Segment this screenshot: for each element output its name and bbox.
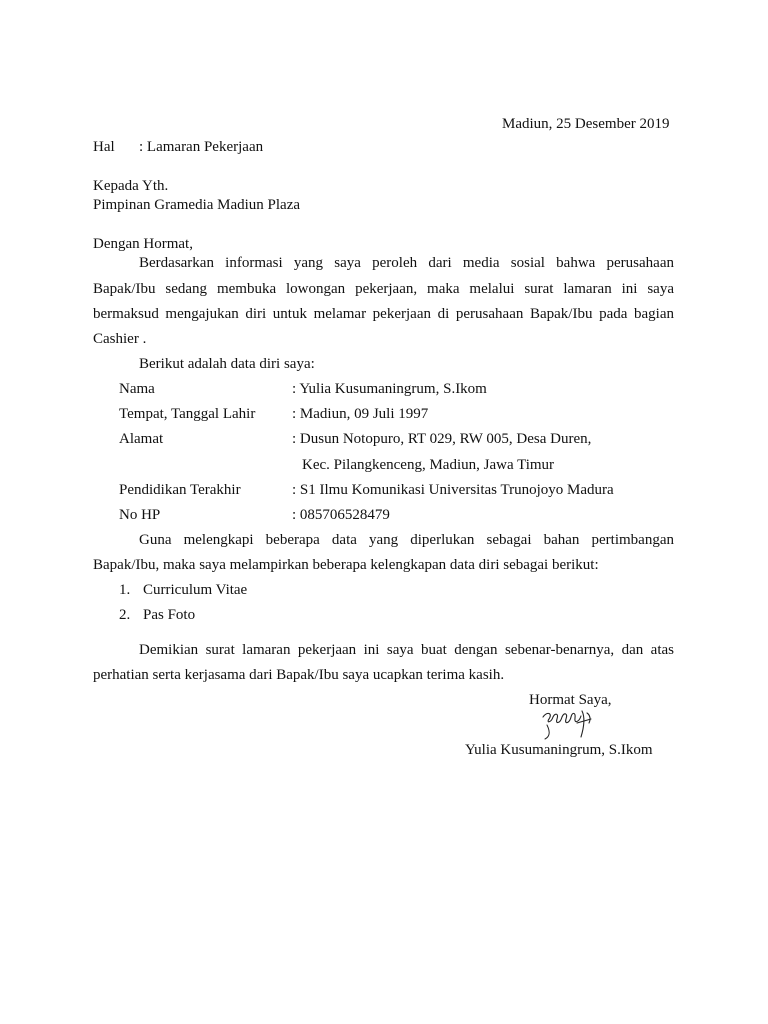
subject-value: : Lamaran Pekerjaan [139, 139, 264, 155]
list-number: 2. [119, 607, 131, 623]
salutation: Dengan Hormat, [93, 236, 193, 252]
data-label: Tempat, Tanggal Lahir [119, 406, 256, 422]
list-item: Pas Foto [143, 607, 196, 623]
intro-line: Berdasarkan informasi yang saya peroleh dari media sosial bahwa perusahaan [139, 255, 674, 271]
data-value: : Yulia Kusumaningrum, S.Ikom [292, 381, 487, 397]
list-item: Curriculum Vitae [143, 582, 248, 598]
data-value: : Dusun Notopuro, RT 029, RW 005, Desa Duren, [292, 431, 592, 447]
intro-line: Bapak/Ibu sedang membuka lowongan pekerjaan, maka melalui surat lamaran ini saya [93, 281, 674, 297]
handwritten-signature [537, 703, 597, 743]
list-number: 1. [119, 582, 131, 598]
data-value: : 085706528479 [292, 507, 390, 523]
closing-line: Demikian surat lamaran pekerjaan ini saya buat dengan sebenar-benarnya, dan atas [139, 642, 674, 658]
intro-line: Cashier . [93, 331, 147, 347]
intro-line: bermaksud mengajukan diri untuk melamar pekerjaan di perusahaan Bapak/Ibu pada bagian [93, 306, 674, 322]
letter-date: Madiun, 25 Desember 2019 [502, 116, 670, 132]
attachment-line: Guna melengkapi beberapa data yang diperlukan sebagai bahan pertimbangan [139, 532, 674, 548]
subject-label: Hal [93, 139, 115, 155]
data-label: Nama [119, 381, 155, 397]
recipient-name: Pimpinan Gramedia Madiun Plaza [93, 197, 301, 213]
data-value: : S1 Ilmu Komunikasi Universitas Trunojoyo Madura [292, 482, 614, 498]
data-label: Pendidikan Terakhir [119, 482, 241, 498]
data-value-continued: Kec. Pilangkenceng, Madiun, Jawa Timur [302, 457, 555, 473]
closing-line: perhatian serta kerjasama dari Bapak/Ibu saya ucapkan terima kasih. [93, 667, 505, 683]
data-value: : Madiun, 09 Juli 1997 [292, 406, 429, 422]
recipient-greeting: Kepada Yth. [93, 178, 169, 194]
attachment-line: Bapak/Ibu, maka saya melampirkan beberapa kelengkapan data diri sebagai berikut: [93, 557, 599, 573]
sign-off: Hormat Saya, [529, 692, 612, 708]
signatory-name: Yulia Kusumaningrum, S.Ikom [465, 742, 653, 758]
data-label: No HP [119, 507, 161, 523]
data-label: Alamat [119, 431, 164, 447]
data-intro: Berikut adalah data diri saya: [139, 356, 315, 372]
